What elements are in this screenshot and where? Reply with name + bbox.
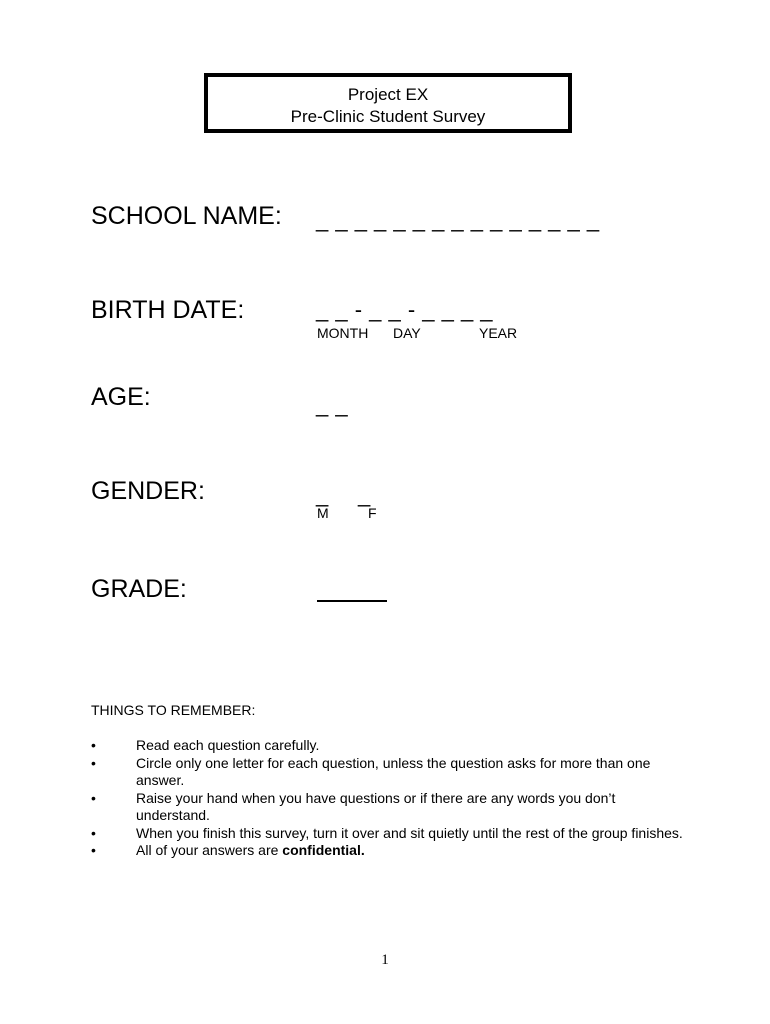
gender-label: GENDER:: [91, 477, 205, 505]
page-number: 1: [381, 952, 389, 968]
gender-m-caption: M: [317, 505, 329, 521]
day-caption: DAY: [393, 325, 421, 341]
reminder-text: Read each question carefully.: [136, 737, 320, 753]
reminder-text: Raise your hand when you have questions or if there are any words you don’t understand.: [136, 789, 616, 823]
reminders-list: [91, 737, 691, 860]
project-title: Project EX: [347, 85, 429, 104]
list-item: [91, 842, 691, 860]
school-name-label: SCHOOL NAME:: [91, 202, 282, 230]
age-blank[interactable]: _ _: [316, 392, 349, 417]
bullet-icon: •: [91, 789, 96, 806]
grade-label: GRADE:: [91, 575, 187, 603]
gender-f-caption: F: [368, 505, 377, 521]
survey-subtitle: Pre-Clinic Student Survey: [290, 107, 486, 126]
list-item: [91, 755, 691, 790]
bullet-icon: •: [91, 842, 96, 858]
gender-m-blank[interactable]: _: [316, 482, 329, 507]
reminder-text: When you finish this survey, turn it over and sit quietly until the rest of the group finishes.: [136, 824, 683, 841]
month-caption: MONTH: [317, 325, 369, 341]
list-item: [91, 737, 691, 755]
reminders-heading: THINGS TO REMEMBER:: [91, 702, 256, 718]
age-label: AGE:: [91, 383, 151, 411]
bullet-icon: •: [91, 754, 96, 771]
reminder-text: Circle only one letter for each question, unless the question asks for more than one answer.: [136, 754, 651, 788]
grade-blank-line[interactable]: [317, 600, 387, 602]
year-caption: YEAR: [479, 325, 518, 341]
survey-title-box: [204, 73, 572, 133]
bullet-icon: •: [91, 737, 96, 753]
confidential-emphasis: confidential.: [282, 842, 365, 858]
list-item: [91, 825, 691, 843]
list-item: [91, 790, 691, 825]
bullet-icon: •: [91, 824, 96, 841]
reminder-text-prefix: All of your answers are: [136, 842, 283, 858]
gender-f-blank[interactable]: _: [358, 482, 371, 507]
birth-date-label: BIRTH DATE:: [91, 296, 245, 324]
school-name-blank[interactable]: _ _ _ _ _ _ _ _ _ _ _ _ _ _ _: [316, 207, 600, 232]
birth-date-blank[interactable]: _ _ - _ _ - _ _ _ _: [316, 297, 494, 322]
